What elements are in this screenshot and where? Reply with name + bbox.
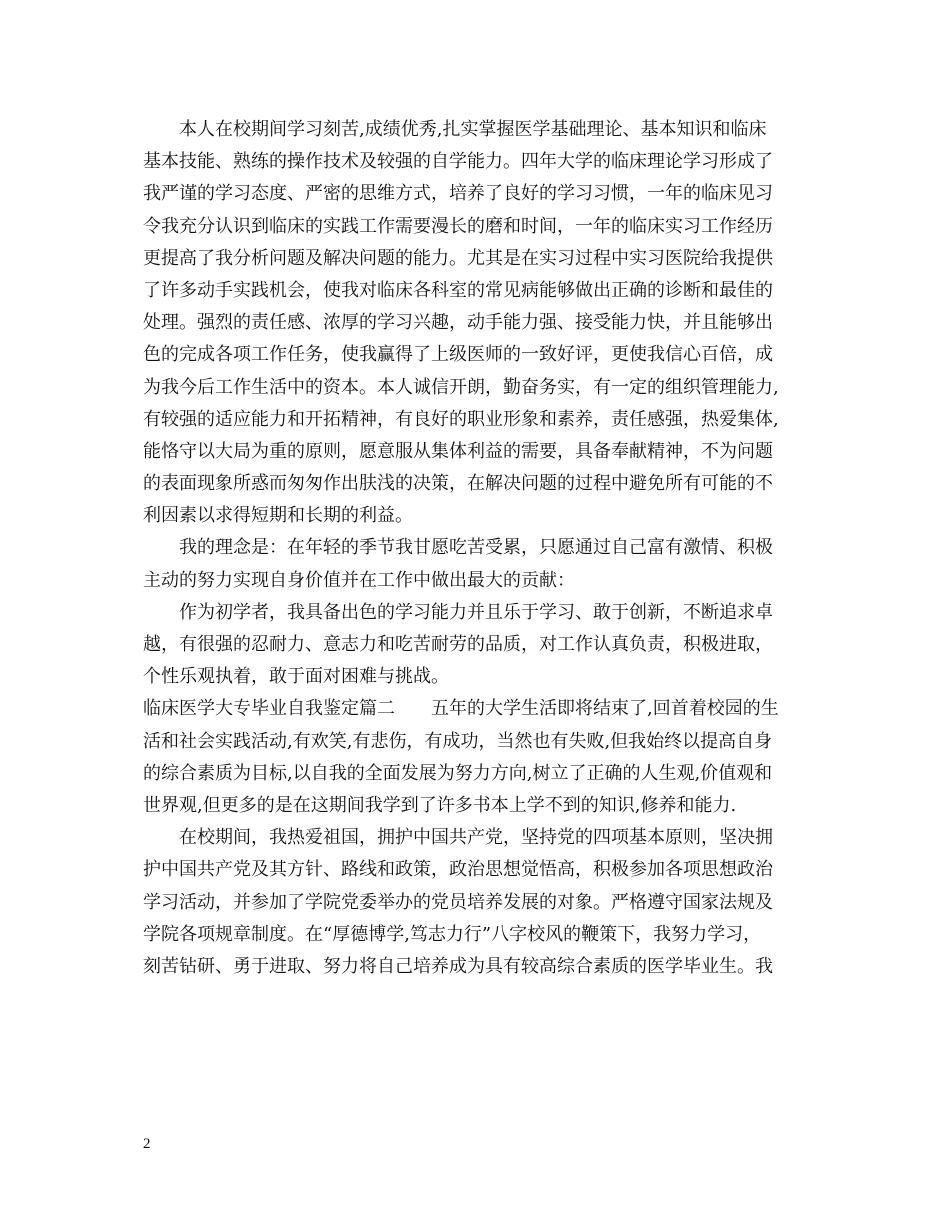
text-line: 的表面现象所惑而匆匆作出肤浅的决策，在解决问题的过程中避免所有可能的不 — [143, 473, 773, 495]
text-line: 在校期间，我热爱祖国，拥护中国共产党，坚持党的四项基本原则，坚决拥 — [143, 827, 773, 849]
text-line: 学院各项规章制度。在“厚德博学,笃志力行”八字校风的鞭策下，我努力学习， — [143, 923, 762, 945]
text-line: 作为初学者，我具备出色的学习能力并且乐于学习、敢于创新，不断追求卓 — [143, 601, 773, 623]
text-line: 更提高了我分析问题及解决问题的能力。尤其是在实习过程中实习医院给我提供 — [143, 247, 773, 269]
text-line: 了许多动手实践机会，使我对临床各科室的常见病能够做出正确的诊断和最佳的 — [143, 279, 773, 301]
text-line: 主动的努力实现自身价值并在工作中做出最大的贡献： — [143, 569, 575, 591]
text-line: 能恪守以大局为重的原则，愿意服从集体利益的需要，具备奉献精神，不为问题 — [143, 440, 773, 462]
text-line: 我的理念是：在年轻的季节我甘愿吃苦受累，只愿通过自己富有激情、积极 — [143, 537, 773, 559]
body-text — [143, 114, 823, 983]
text-line: 令我充分认识到临床的实践工作需要漫长的磨和时间，一年的临床实习工作经历 — [143, 215, 773, 237]
text-line: 利因素以求得短期和长期的利益。 — [143, 505, 413, 527]
text-line: 的综合素质为目标,以自我的全面发展为努力方向,树立了正确的人生观,价值观和 — [143, 762, 773, 784]
text-line: 世界观,但更多的是在这期间我学到了许多书本上学不到的知识,修养和能力. — [143, 794, 737, 816]
section-heading-line: 临床医学大专毕业自我鉴定篇二 五年的大学生活即将结束了,回首着校园的生 — [143, 698, 779, 720]
text-line: 为我今后工作生活中的资本。本人诚信开朗，勤奋务实，有一定的组织管理能力, — [143, 376, 779, 398]
page-number: 2 — [143, 1136, 151, 1152]
text-line: 学习活动，并参加了学院党委举办的党员培养发展的对象。严格遵守国家法规及 — [143, 891, 773, 913]
text-line: 处理。强烈的责任感、浓厚的学习兴趣，动手能力强、接受能力快，并且能够出 — [143, 312, 773, 334]
text-line: 基本技能、熟练的操作技术及较强的自学能力。四年大学的临床理论学习形成了 — [143, 151, 773, 173]
text-line: 活和社会实践活动,有欢笑,有悲伤，有成功，当然也有失败,但我始终以提高自身 — [143, 730, 773, 752]
text-line: 个性乐观执着，敢于面对困难与挑战。 — [143, 666, 449, 688]
text-line: 本人在校期间学习刻苦,成绩优秀,扎实掌握医学基础理论、基本知识和临床 — [143, 119, 767, 140]
text-line: 我严谨的学习态度、严密的思维方式，培养了良好的学习习惯，一年的临床见习 — [143, 183, 773, 205]
text-line: 刻苦钻研、勇于进取、努力将自己培养成为具有较高综合素质的医学毕业生。我 — [143, 955, 773, 977]
text-line: 有较强的适应能力和开拓精神，有良好的职业形象和素养，责任感强，热爱集体, — [143, 408, 779, 430]
text-line: 色的完成各项工作任务，使我赢得了上级医师的一致好评，更使我信心百倍，成 — [143, 344, 773, 366]
text-line: 护中国共产党及其方针、路线和政策，政治思想觉悟高，积极参加各项思想政治 — [143, 859, 773, 881]
text-line: 越，有很强的忍耐力、意志力和吃苦耐劳的品质，对工作认真负责，积极进取， — [143, 634, 773, 655]
